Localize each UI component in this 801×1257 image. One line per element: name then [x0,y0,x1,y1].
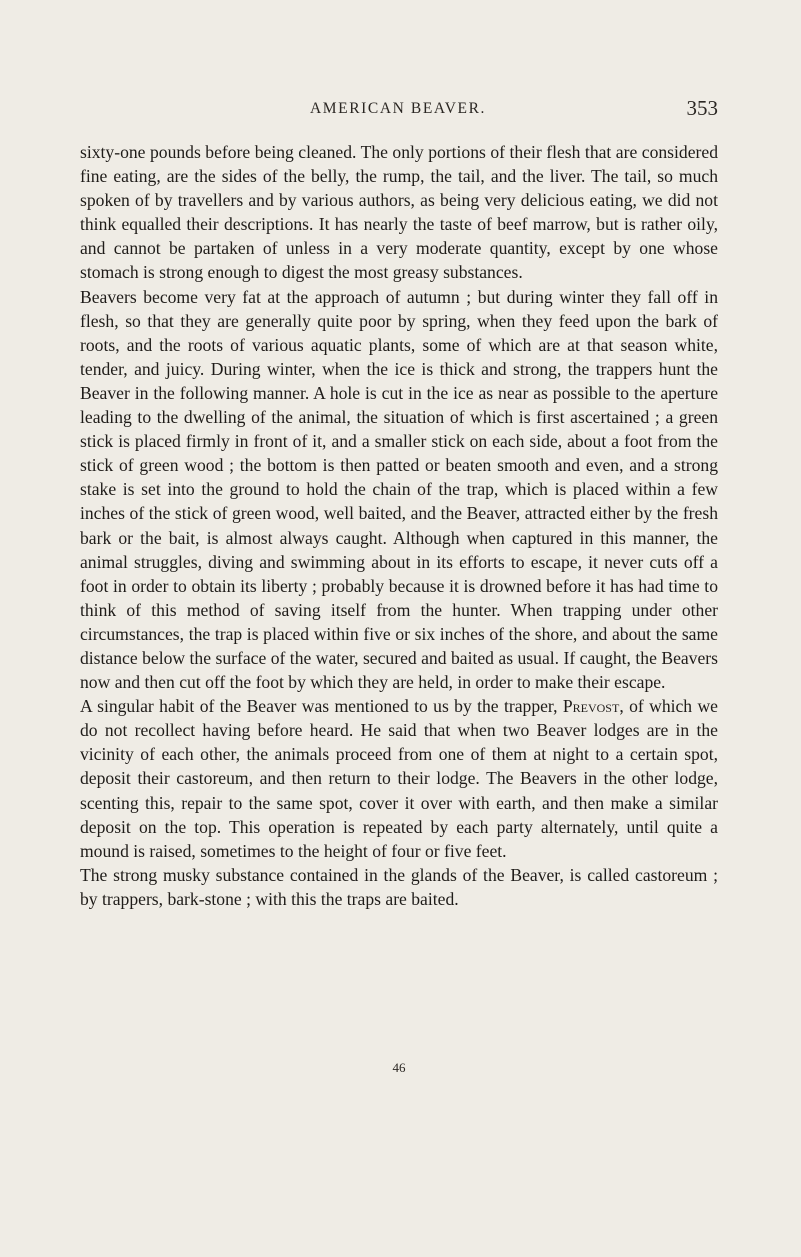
trapper-name: Prevost [562,696,620,717]
paragraph-4: The strong musky substance contained in the glands of the Beaver, is called castoreum ; by trappers, bark-stone ; with this the traps are baited. [80,864,718,909]
paragraph-3-lead: A singular habit of the Beaver was mentioned to us by the trapper, [80,696,563,717]
paragraph-3-rest: , of which we do not recollect having before heard. He said that when two Beaver lodges are in the vicinity of each other, the animals proceed from one of them at night to a certain spot, deposit their castoreum, and then return to their lodge. The Beavers in the other lodge, scenting this, repair to the same spot, cover it over with earth, and then make a similar deposit on the top. This operation is repeated by each party alternately, until quite a mound is raised, sometimes to the height of four or five feet. [80,696,718,861]
running-head [78,96,718,122]
paragraph-2: Beavers become very fat at the approach of autumn ; but during winter they fall off in flesh, so that they are generally quite poor by spring, when they feed upon the bark of roots, and the roots of various aquatic plants, some of which are at that season white, tender, and juicy. During winter, when the ice is thick and strong, the trappers hunt the Beaver in the following manner. A hole is cut in the ice as near as possible to the aperture leading to the dwelling of the animal, the situation of which is first ascertained ; a green stick is placed firmly in front of it, and a smaller stick on each side, about a foot from the stick of green wood ; the bottom is then patted or beaten smooth and even, and a strong stake is set into the ground to hold the chain of the trap, which is placed within a few inches of the stick of green wood, well baited, and the Beaver, attracted either by the fresh bark or the bait, is almost always caught. Although when captured in this manner, the animal struggles, diving and swimming about in its efforts to escape, it never cuts off a foot in order to obtain its liberty ; probably because it is drowned before it has had time to think of this method of saving itself from the hunter. When trapping under other circumstances, the trap is placed within five or six inches of the shore, and about the same distance below the surface of the water, secured and baited as usual. If caught, the Beavers now and then cut off the foot by which they are held, in order to make their escape. [80,286,718,693]
page-number: 353 [686,96,718,120]
body-text [80,140,718,911]
paragraph-3 [80,694,718,863]
signature-mark: 46 [392,1060,406,1075]
paragraph-1: sixty-one pounds before being cleaned. The only portions of their flesh that are considered fine eating, are the sides of the belly, the rump, the tail, and the liver. The tail, so much spoken of by travellers and by various authors, as being very delicious eating, we did not think equalled their descriptions. It has nearly the taste of beef marrow, but is rather oily, and cannot be partaken of unless in a very moderate quantity, except by one whose stomach is strong enough to digest the most greasy substances. [80,142,718,283]
running-title: AMERICAN BEAVER. [309,100,487,117]
